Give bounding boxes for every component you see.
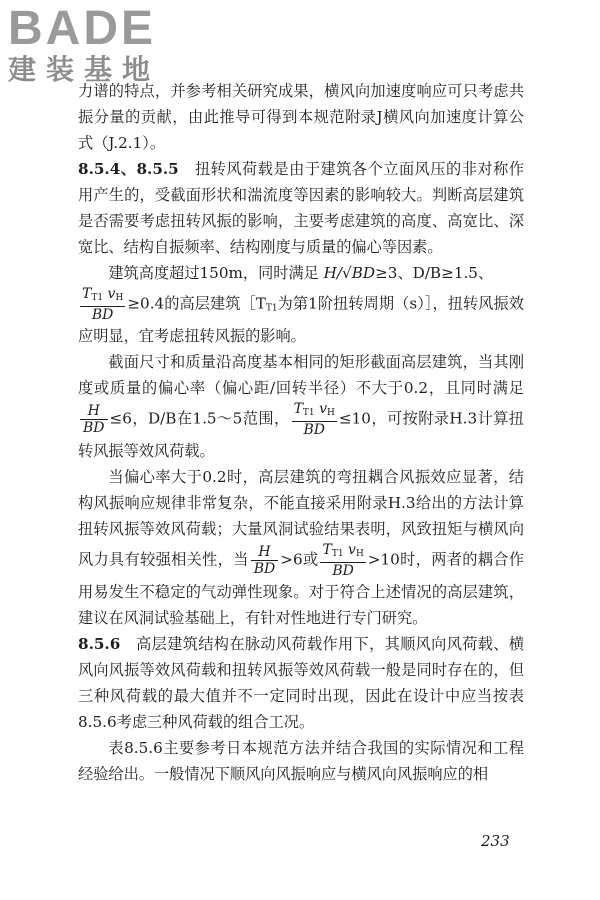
sqrt-bd: BD — [253, 561, 276, 577]
math-symbol: T — [82, 286, 92, 302]
section-number: 8.5.6 — [78, 635, 121, 653]
page-number: 233 — [481, 832, 510, 850]
sqrt-bd: BD — [91, 307, 114, 323]
math-symbol: T — [322, 542, 332, 558]
paragraph-height-criteria — [78, 260, 524, 349]
math-symbol: T — [293, 401, 303, 417]
section-8-5-4 — [78, 156, 524, 260]
text-run: >10时，两者的耦合作用易发生不稳定的气动弹性现象。对于符合上述情况的高层建筑，建议在风洞试验基础上，有针对性地进行专门研究。 — [78, 550, 525, 627]
text-run: ≤6，D/B在1.5～5范围， — [109, 409, 290, 428]
subscript: H — [327, 408, 335, 418]
math-symbol: v — [319, 401, 328, 417]
fraction-t1-vh-over-sqrt-bd — [80, 286, 125, 323]
text-run: ≤10，可按附录H.3计算扭转风振等效风荷载。 — [78, 409, 524, 460]
text-run: 建筑高度超过150m，同时满足 — [108, 264, 319, 282]
section-text: 扭转风荷载是由于建筑各个立面风压的非对称作用产生的，受截面形状和湍流度等因素的影响较大。判断高层建筑是否需要考虑扭转风振的影响，主要考虑建筑的高度、高宽比、深宽比、结构自振频率、结构刚度与质量的偏心等因素。 — [78, 160, 525, 256]
fraction-t1-vh-over-sqrt-bd — [320, 542, 365, 579]
paragraph-rectangular-section — [78, 349, 524, 464]
text-run: 当偏心率大于0.2时，高层建筑的弯扭耦合风振效应显著，结构风振响应规律非常复杂，不能直接采用附录H.3给出的方法计算扭转风振等效风荷载；大量风洞试验结果表明，风致扭矩与横风向风力具有较强相关性，当 — [78, 468, 524, 569]
subscript: T1 — [265, 303, 278, 314]
subscript: T1 — [91, 293, 104, 303]
text-run: 为第1阶扭转周期（s）］，扭转风振效应明显，宜考虑扭转风振的影响。 — [78, 294, 524, 345]
logo-wordmark: BADE — [8, 2, 157, 55]
page-body — [78, 78, 524, 787]
subscript: T1 — [302, 408, 315, 418]
fraction-h-over-sqrt-bd — [251, 544, 279, 577]
fraction-t1-vh-over-sqrt-bd — [292, 401, 337, 438]
section-number: 8.5.4、8.5.5 — [78, 160, 179, 178]
math-h-over-sqrt-bd: H/√BD — [323, 264, 376, 282]
subscript: H — [115, 293, 124, 303]
paragraph-table-note: 表8.5.6主要参考日本规范方法并结合我国的实际情况和工程经验给出。一般情况下顺风向风振响应与横风向风振响应的相 — [78, 739, 524, 783]
text-run: ≥0.4的高层建筑［T — [127, 294, 266, 313]
sqrt-bd: BD — [303, 422, 325, 438]
text-run: 截面尺寸和质量沿高度基本相同的矩形截面高层建筑，当其刚度或质量的偏心率（偏心距/回转半径）不大于0.2，且同时满足 — [78, 353, 524, 397]
numerator: H — [251, 544, 279, 561]
math-symbol: v — [348, 542, 356, 558]
subscript: H — [355, 549, 364, 559]
math-symbol: v — [107, 286, 116, 302]
paragraph-continuation: 力谱的特点，并参考相关研究成果，横风向加速度响应可只考虑共振分量的贡献，由此推导可得到本规范附录J横风向加速度计算公式（J.2.1）。 — [78, 82, 524, 152]
numerator: H — [80, 403, 108, 420]
fraction-h-over-sqrt-bd — [80, 403, 108, 436]
text-run: ≥3、D/B≥1.5、 — [375, 264, 494, 282]
paragraph-eccentricity — [78, 464, 524, 631]
section-text: 高层建筑结构在脉动风荷载作用下，其顺风向风荷载、横风向风振等效风荷载和扭转风振等效风荷载一般是同时存在的，但三种风荷载的最大值并不一定同时出现，因此在设计中应当按表8.5.6考虑三种风荷载的组合工况。 — [78, 635, 525, 731]
section-8-5-6 — [78, 631, 524, 735]
sqrt-bd: BD — [83, 420, 105, 436]
sqrt-bd: BD — [332, 563, 354, 579]
text-run: >6或 — [280, 550, 319, 569]
subscript: T1 — [331, 549, 344, 559]
logo-subtitle: 建装基地 — [8, 53, 161, 86]
